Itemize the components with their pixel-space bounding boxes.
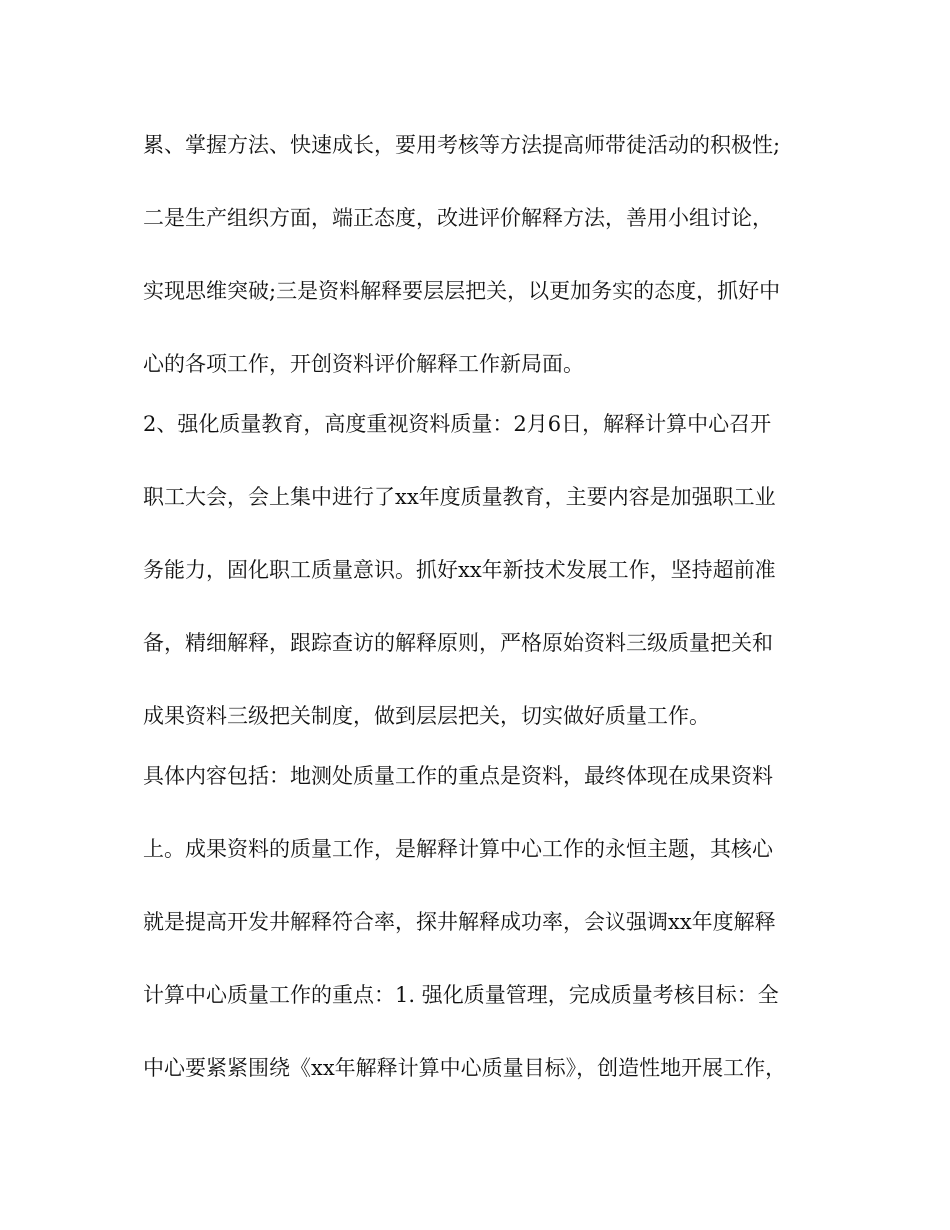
- text-line: 上。成果资料的质量工作，是解释计算中心工作的永恒主题，其核心: [143, 837, 773, 861]
- text-line: 备，精细解释，跟踪查访的解释原则，严格原始资料三级质量把关和: [143, 631, 773, 655]
- text-line: 就是提高开发井解释符合率，探井解释成功率，会议强调xx年度解释: [143, 910, 776, 934]
- text-line: 计算中心质量工作的重点：1. 强化质量管理，完成质量考核目标：全: [143, 983, 779, 1007]
- text-line: 成果资料三级把关制度，做到层层把关，切实做好质量工作。: [143, 704, 710, 728]
- text-line: 中心要紧紧围绕《xx年解释计算中心质量目标》，创造性地开展工作，: [143, 1056, 787, 1080]
- text-line: 职工大会，会上集中进行了xx年度质量教育，主要内容是加强职工业: [143, 485, 776, 509]
- text-line: 实现思维突破;三是资料解释要层层把关，以更加务实的态度，抓好中: [143, 279, 781, 303]
- text-line: 务能力，固化职工质量意识。抓好xx年新技术发展工作，坚持超前准: [143, 558, 776, 582]
- text-line: 心的各项工作，开创资料评价解释工作新局面。: [143, 352, 584, 376]
- text-line: 具体内容包括：地测处质量工作的重点是资料，最终体现在成果资料: [143, 764, 773, 788]
- text-line: 2、强化质量教育，高度重视资料质量：2月6日，解释计算中心召开: [143, 412, 772, 436]
- text-line: 二是生产组织方面，端正态度，改进评价解释方法，善用小组讨论，: [143, 206, 773, 230]
- text-line: 累、掌握方法、快速成长，要用考核等方法提高师带徒活动的积极性;: [143, 133, 781, 157]
